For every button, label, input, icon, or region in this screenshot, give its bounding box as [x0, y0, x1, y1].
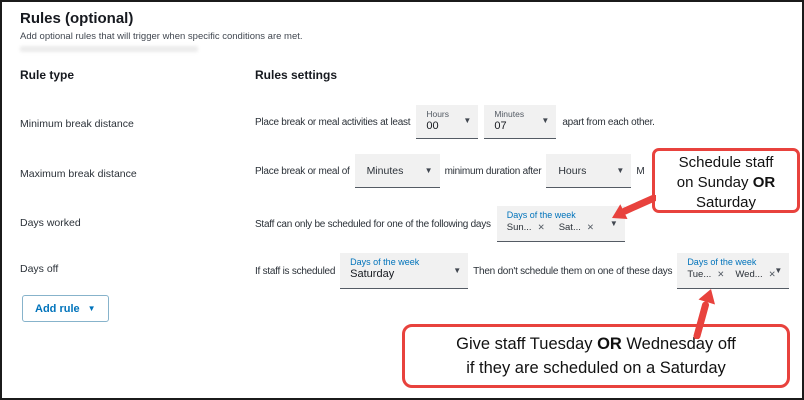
callout-line: if they are scheduled on a Saturday — [466, 359, 726, 377]
callout-bold: OR — [752, 174, 776, 191]
callout-line: Wednesday off — [621, 335, 736, 353]
caret-down-icon: ▼ — [87, 304, 96, 313]
days-off-multiselect[interactable] — [677, 253, 789, 289]
token-saturday-label: Sat... — [558, 222, 581, 233]
after-unit-value: Hours — [558, 164, 587, 177]
token-tuesday — [687, 269, 724, 280]
close-icon[interactable]: ✕ — [717, 269, 725, 279]
chevron-down-icon: ▼ — [453, 266, 462, 275]
callout-line: Schedule staff — [678, 154, 774, 171]
days-worked-multiselect[interactable] — [497, 206, 625, 242]
annotation-arrow-icon — [686, 285, 722, 339]
days-worked-text-before: Staff can only be scheduled for one of the following days — [255, 218, 491, 230]
chevron-down-icon: ▼ — [774, 266, 783, 275]
maximum-break-text-middle: minimum duration after — [444, 165, 542, 177]
days-worked-tokens — [497, 220, 625, 233]
chevron-down-icon: ▼ — [616, 166, 625, 175]
maximum-break-partial-text: M — [636, 165, 645, 177]
add-rule-button-label: Add rule — [35, 302, 80, 315]
days-worked-multiselect-label: Days of the week — [506, 210, 576, 220]
token-sunday-label: Sun... — [506, 222, 532, 233]
token-wednesday-label: Wed... — [735, 269, 763, 280]
duration-unit-value: Minutes — [366, 164, 404, 177]
minutes-select-label: Minutes — [494, 109, 525, 119]
close-icon[interactable]: ✕ — [537, 222, 545, 232]
hours-select-value: 00 — [426, 120, 439, 132]
callout-bold: OR — [597, 335, 622, 353]
scheduled-day-select[interactable] — [340, 253, 468, 289]
after-unit-select[interactable] — [546, 154, 631, 188]
blur-artifact — [20, 46, 198, 52]
callout-give-staff — [402, 324, 790, 388]
rule-label-days-off: Days off — [20, 263, 59, 275]
close-icon[interactable]: ✕ — [586, 222, 594, 232]
minutes-select[interactable] — [484, 105, 556, 139]
days-off-text-before: If staff is scheduled — [255, 265, 336, 277]
annotation-arrow-icon — [608, 195, 656, 223]
column-header-rule-type: Rule type — [20, 68, 75, 82]
callout-line: Saturday — [695, 194, 757, 211]
scheduled-day-select-label: Days of the week — [350, 257, 420, 267]
callout-line: Give staff Tuesday — [456, 335, 598, 353]
rule-label-days-worked: Days worked — [20, 217, 81, 229]
maximum-break-text-before: Place break or meal of — [255, 165, 350, 177]
hours-select[interactable] — [416, 105, 478, 139]
minimum-break-text-before: Place break or meal activities at least — [255, 116, 411, 128]
rule-row-days-worked — [255, 206, 625, 242]
token-tuesday-label: Tue... — [687, 269, 712, 280]
minimum-break-text-after: apart from each other. — [562, 116, 655, 128]
callout-schedule-staff — [652, 148, 800, 213]
minutes-select-value: 07 — [494, 120, 507, 132]
days-off-text-middle: Then don't schedule them on one of these days — [473, 265, 673, 277]
scheduled-day-select-value: Saturday — [350, 268, 395, 280]
token-saturday — [559, 222, 594, 233]
add-rule-button[interactable] — [22, 295, 109, 322]
rule-row-days-off — [255, 253, 789, 289]
token-wednesday — [735, 269, 775, 280]
rule-row-minimum-break — [255, 105, 655, 139]
days-off-multiselect-label: Days of the week — [687, 257, 757, 267]
hours-select-label: Hours — [426, 109, 450, 119]
page-title: Rules (optional) — [20, 10, 134, 27]
chevron-down-icon: ▼ — [424, 166, 433, 175]
callout-line: on Sunday — [676, 174, 753, 191]
chevron-down-icon: ▼ — [541, 116, 550, 125]
rule-label-minimum-break: Minimum break distance — [20, 118, 134, 130]
token-sunday — [507, 222, 545, 233]
close-icon[interactable]: ✕ — [768, 269, 776, 279]
chevron-down-icon: ▼ — [609, 219, 618, 228]
duration-unit-select[interactable] — [355, 154, 440, 188]
column-header-rules-settings: Rules settings — [255, 68, 338, 82]
page-subtitle: Add optional rules that will trigger when specific conditions are met. — [20, 31, 303, 42]
chevron-down-icon: ▼ — [463, 116, 472, 125]
days-off-tokens — [677, 267, 789, 280]
rule-label-maximum-break: Maximum break distance — [20, 168, 137, 180]
rule-row-maximum-break — [255, 154, 644, 188]
